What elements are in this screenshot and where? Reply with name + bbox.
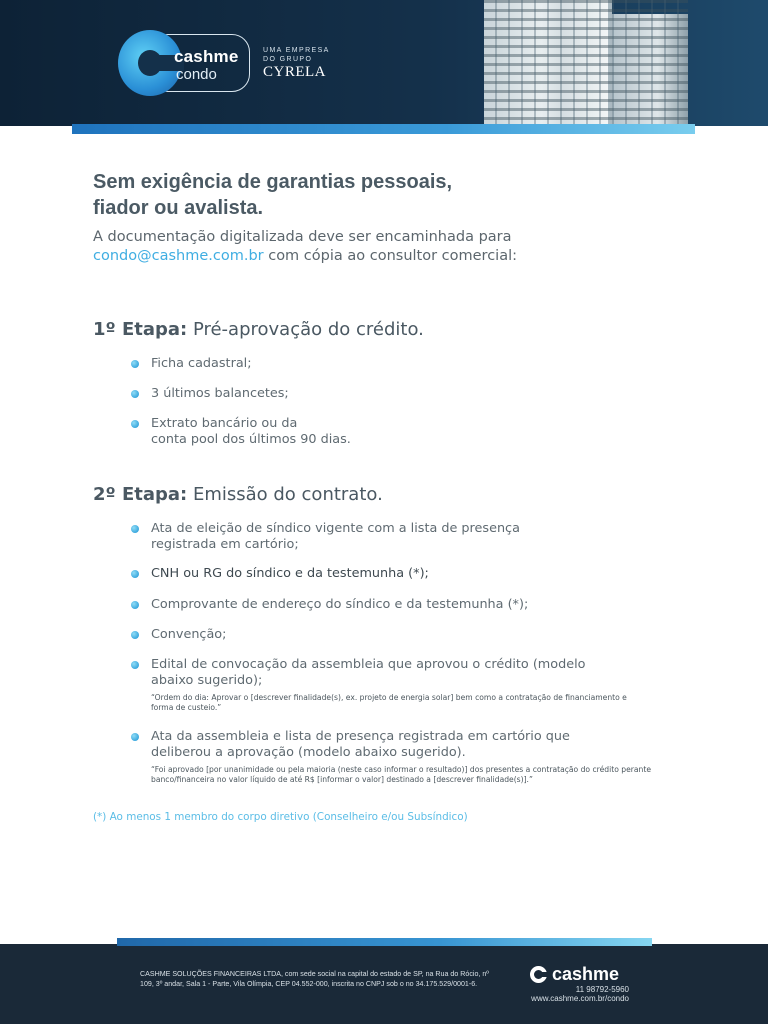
page-headline <box>93 169 613 221</box>
footer-website[interactable]: www.cashme.com.br/condo <box>531 994 629 1003</box>
list-item-text: Ata da assembleia e lista de presença registrada em cartório que <box>151 729 570 744</box>
list-item-text: Convenção; <box>151 627 227 642</box>
footer-accent-bar <box>117 938 652 946</box>
footer-cashme-logo <box>530 964 640 984</box>
suggested-model-quote: “Ordem do dia: Aprovar o [descrever finalidade(s), ex. projeto de energia solar] bem como a contratação de financiamento e forma de custeio.” <box>151 693 627 712</box>
list-item <box>151 597 651 613</box>
footer-brand-word: cashme <box>552 964 620 984</box>
step-2-label: 2º Etapa: <box>93 484 188 505</box>
footer-contact <box>500 985 629 1003</box>
footer-phone: 11 98792-5960 <box>575 985 629 994</box>
bullet-icon <box>131 601 139 609</box>
list-item <box>151 521 651 553</box>
header-accent-bar <box>72 124 695 134</box>
logo-brand-word: cashme <box>174 47 239 66</box>
group-tagline <box>263 46 353 64</box>
list-item-text: Extrato bancário ou da <box>151 416 298 431</box>
list-item-text: Ata de eleição de síndico vigente com a lista de presença <box>151 521 520 536</box>
bullet-icon <box>131 525 139 533</box>
intro-after-email: com cópia ao consultor comercial: <box>263 248 517 264</box>
cashme-condo-logo <box>118 30 250 96</box>
group-line-1: UMA EMPRESA <box>263 47 330 54</box>
list-item-text: Edital de convocação da assembleia que aprovou o crédito (modelo <box>151 657 586 672</box>
list-item-text: 3 últimos balancetes; <box>151 386 289 401</box>
step-2-heading: Emissão do contrato. <box>187 484 383 505</box>
email-link[interactable]: condo@cashme.com.br <box>93 248 264 264</box>
step-1-heading: Pré-aprovação do crédito. <box>187 319 424 340</box>
list-item-text-cont: abaixo sugerido); <box>151 673 263 688</box>
list-item <box>151 729 651 785</box>
cyrela-logo: CYRELA <box>263 64 326 80</box>
step-1-title <box>93 319 424 340</box>
intro-line-1: A documentação digitalizada deve ser encaminhada para <box>93 229 512 245</box>
headline-line-1: Sem exigência de garantias pessoais, <box>93 171 453 193</box>
list-item <box>151 356 651 372</box>
legal-notice: CASHME SOLUÇÕES FINANCEIRAS LTDA, com sede social na capital do estado de SP, na Rua do Rócio, nº 109, 3º andar, Sala 1 - Parte, Vila Olímpia, CEP 04.552-000, inscrita no CNPJ sob o no 34.175.529/0001-6. <box>140 970 489 988</box>
list-item <box>151 657 651 713</box>
list-item <box>151 386 651 402</box>
bullet-icon <box>131 390 139 398</box>
list-item-text: Ficha cadastral; <box>151 356 252 371</box>
building-columns <box>484 0 688 126</box>
bullet-icon <box>131 420 139 428</box>
bullet-icon <box>131 661 139 669</box>
list-item <box>151 627 651 643</box>
step-1-label: 1º Etapa: <box>93 319 188 340</box>
bullet-icon <box>131 570 139 578</box>
logo-brand-sub: condo <box>176 66 217 83</box>
suggested-model-quote: “Foi aprovado [por unanimidade ou pela maioria (neste caso informar o resultado)] dos presentes a contratação do crédito perante banco/financeira no valor líquido de até R$ [informar o valor] destinado a [descrever finalidade(s)].” <box>151 765 651 784</box>
list-item <box>151 566 651 582</box>
bullet-icon <box>131 360 139 368</box>
header-banner <box>0 0 768 126</box>
list-item-text-cont: deliberou a aprovação (modelo abaixo sugerido). <box>151 745 466 760</box>
list-item-text-cont: registrada em cartório; <box>151 537 299 552</box>
list-item <box>151 416 651 448</box>
footnote: (*) Ao menos 1 membro do corpo diretivo (Conselheiro e/ou Subsíndico) <box>93 811 468 823</box>
list-item-text-cont: conta pool dos últimos 90 dias. <box>151 432 351 447</box>
bullet-icon <box>131 733 139 741</box>
headline-line-2: fiador ou avalista. <box>93 197 264 219</box>
list-item-text: Comprovante de endereço do síndico e da testemunha (*); <box>151 597 529 612</box>
step-2-title <box>93 484 383 505</box>
bullet-icon <box>131 631 139 639</box>
cashme-c-gap <box>540 972 549 977</box>
list-item-text: CNH ou RG do síndico e da testemunha (*); <box>151 566 429 581</box>
intro-line-2 <box>93 247 653 266</box>
intro-text <box>93 228 653 266</box>
group-line-2: DO GRUPO <box>263 56 313 63</box>
